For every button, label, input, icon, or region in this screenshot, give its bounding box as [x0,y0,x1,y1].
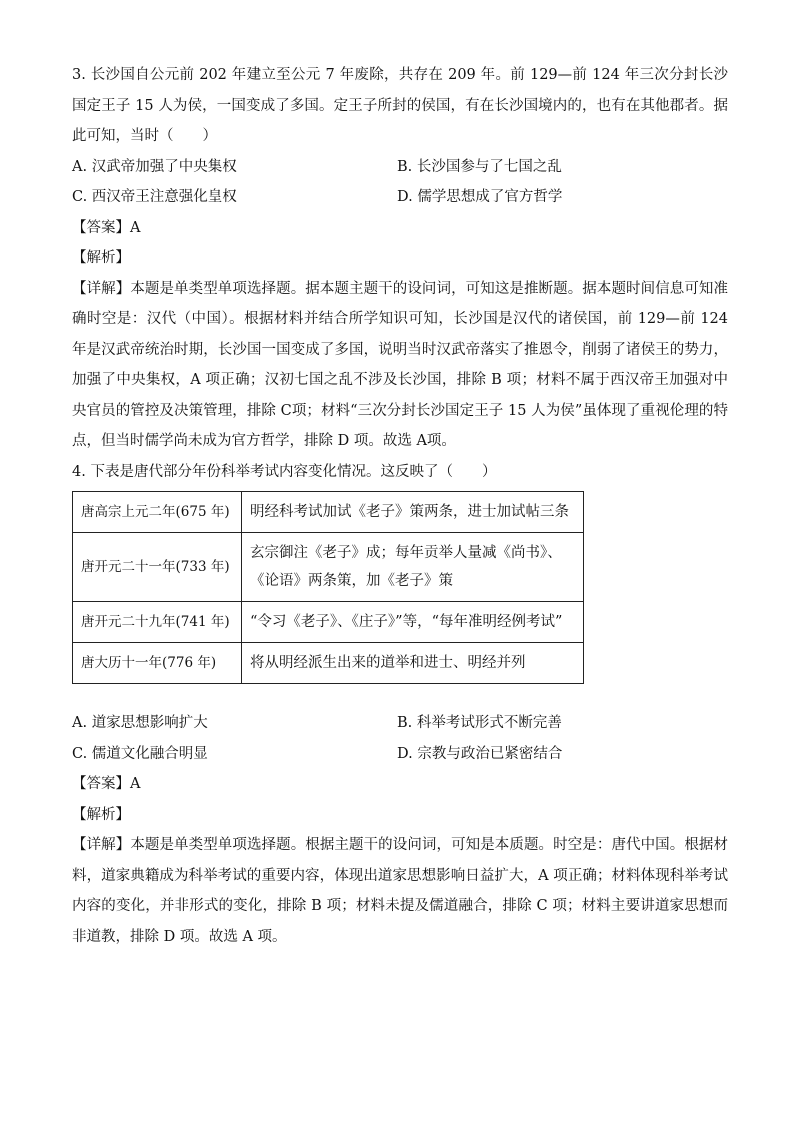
question-3-option-b: B. 长沙国参与了七国之乱 [397,158,562,175]
question-3-answer: 【答案】A [72,219,141,236]
table-cell-year: 唐开元二十九年(741 年) [73,602,242,643]
question-3-analysis-label: 【解析】 [72,250,130,266]
table-row [73,602,584,643]
question-3-option-c: C. 西汉帝王注意强化皇权 [72,189,237,205]
document-page [72,60,728,952]
table-cell-year: 唐高宗上元二年(675 年) [73,492,242,533]
table-row [73,533,584,602]
table-cell-content: 将从明经派生出来的道举和进士、明经并列 [242,643,584,684]
table-row [73,643,584,684]
question-3-detail: 【详解】本题是单类型单项选择题。据本题主题干的设问词，可知这是推断题。据本题时间信息可知准确时空是：汉代（中国）。根据材料并结合所学知识可知，长沙国是汉代的诸侯国，前 129—前 124 年是汉武帝统治时期，长沙国一国变成了多国，说明当时汉武帝落实了推恩令，削弱了诸侯王的势力，加强了中央集权，A 项正确；汉初七国之乱不涉及长沙国，排除 B 项；材料不属于西汉帝王加强对中央官员的管控及决策管理，排除 C项；材料“三次分封长沙国定王子 15 人为侯”虽体现了重视伦理的特点，但当时儒学尚未成为官方哲学，排除 D 项。故选 A项。 [72,280,728,449]
table-cell-content: 明经科考试加试《老子》策两条，进士加试帖三条 [242,492,584,533]
question-4-option-c: C. 儒道文化融合明显 [72,745,208,762]
question-4-option-b: B. 科举考试形式不断完善 [397,715,562,731]
table-cell-content: “令习《老子》、《庄子》”等，“每年准明经例考试” [242,602,584,643]
question-4-stem: 4. 下表是唐代部分年份科举考试内容变化情况。这反映了（ ） [72,463,497,480]
question-3-option-a: A. 汉武帝加强了中央集权 [72,158,237,175]
question-4-option-a: A. 道家思想影响扩大 [72,715,208,731]
table-cell-year: 唐开元二十一年(733 年) [73,533,242,602]
question-4-detail: 【详解】本题是单类型单项选择题。根据主题干的设问词，可知是本质题。时空是：唐代中国。根据材料，道家典籍成为科举考试的重要内容，体现出道家思想影响日益扩大，A 项正确；材料体现科举考试内容的变化，并非形式的变化，排除 B 项；材料未提及儒道融合，排除 C 项；材料主要讲道家思想而非道教，排除 D 项。故选 A 项。 [72,837,728,945]
table-cell-content: 玄宗御注《老子》成；每年贡举人量减《尚书》、《论语》两条策，加《老子》策 [242,533,584,602]
question-3-options [72,152,728,213]
question-4-option-d: D. 宗教与政治已紧密结合 [397,745,563,762]
question-4-analysis-label: 【解析】 [72,806,130,823]
question-4-table [72,491,584,684]
question-4-answer: 【答案】A [72,776,141,792]
question-3-option-d: D. 儒学思想成了官方哲学 [397,189,563,205]
question-3-stem: 3. 长沙国自公元前 202 年建立至公元 7 年废除，共存在 209 年。前 129—前 124 年三次分封长沙国定王子 15 人为侯，一国变成了多国。定王子所封的侯国，有在长沙国境内的，也有在其他郡者。据此可知，当时（ ） [72,67,728,144]
table-cell-year: 唐大历十一年(776 年) [73,643,242,684]
table-row [73,492,584,533]
question-4-options [72,708,728,769]
